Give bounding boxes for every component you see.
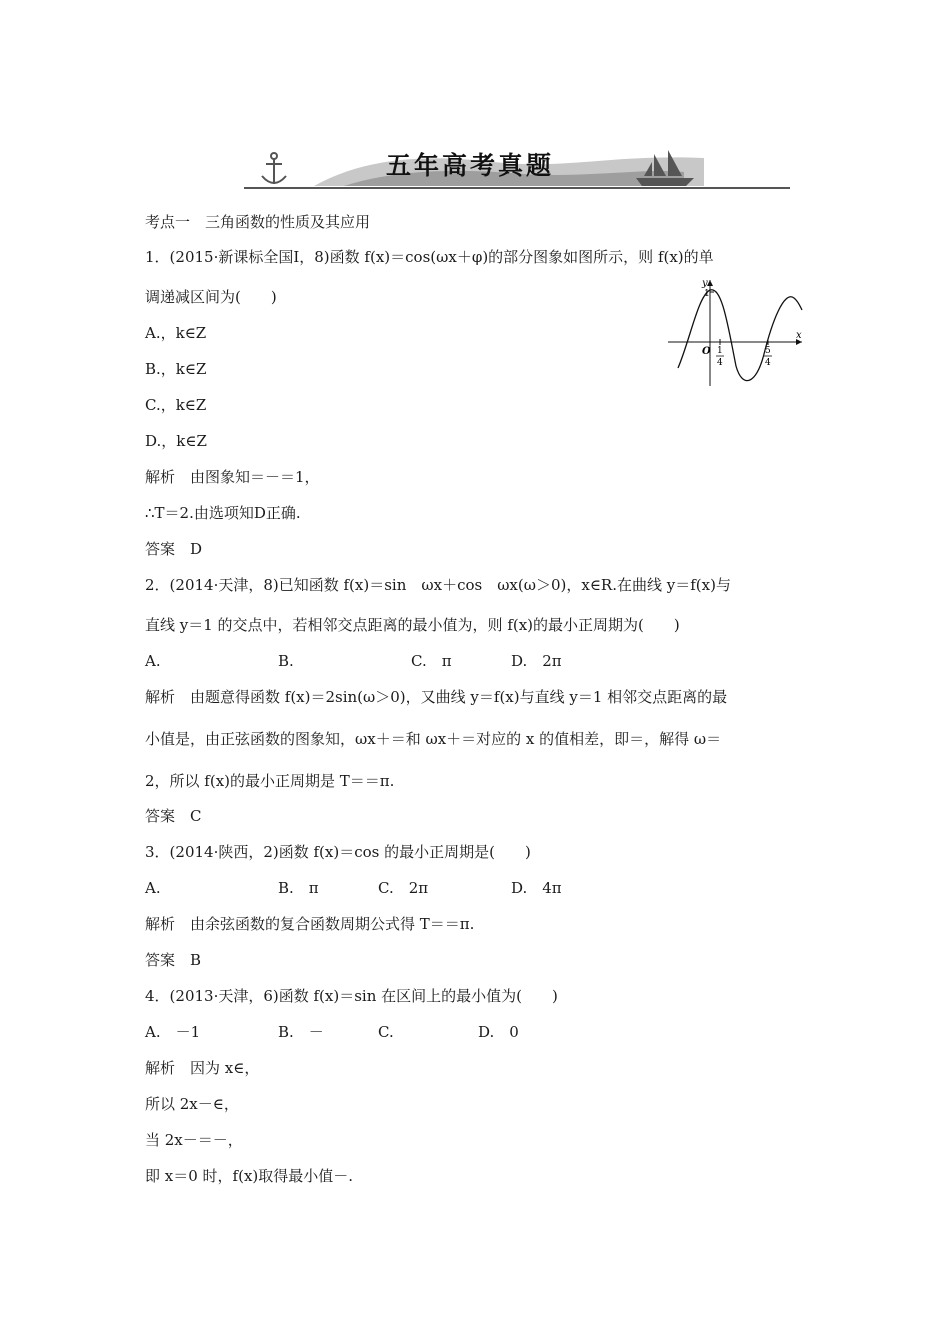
q4-option-a: A. －1 — [145, 1023, 201, 1041]
question-2-stem-cont: 直线 y＝1 的交点中，若相邻交点距离的最小值为，则 f(x)的最小正周期为( ) — [145, 616, 680, 634]
q1-option-c: C.，k∈Z — [145, 396, 207, 414]
y-axis-arrow — [707, 280, 713, 286]
tick2-numerator: 5 — [765, 346, 771, 356]
q3-option-a: A. — [145, 879, 161, 897]
question-2-stem: 2．(2014·天津，8)已知函数 f(x)＝sin ωx＋cos ωx(ω＞0)，x∈R.在曲线 y＝f(x)与 — [145, 576, 731, 594]
tick1-numerator: 1 — [717, 346, 723, 356]
q4-analysis-cont2: 当 2x－＝－， — [145, 1131, 243, 1149]
cosine-graph-figure — [666, 276, 806, 388]
tick2-denominator: 4 — [765, 358, 771, 368]
question-1-stem-cont: 调递减区间为( ) — [145, 288, 277, 306]
q1-option-d: D.，k∈Z — [145, 432, 207, 450]
q2-analysis: 解析 由题意得函数 f(x)＝2sin(ω＞0)，又曲线 y＝f(x)与直线 y＝1 相邻交点距离的最 — [145, 688, 728, 706]
anchor-icon — [262, 153, 286, 184]
y-one-label: 1 — [704, 289, 710, 299]
section-heading: 考点一 三角函数的性质及其应用 — [145, 213, 371, 231]
q3-option-c: C. 2π — [378, 879, 429, 897]
q4-option-c: C. — [378, 1023, 394, 1041]
q4-analysis: 解析 因为 x∈， — [145, 1059, 260, 1077]
q3-answer: 答案 B — [145, 951, 202, 969]
y-axis-label: y — [702, 278, 708, 289]
origin-label: O — [702, 346, 711, 357]
q1-option-a: A.，k∈Z — [145, 324, 207, 342]
question-1-stem: 1．(2015·新课标全国Ⅰ，8)函数 f(x)＝cos(ωx＋φ)的部分图象如图所示，则 f(x)的单 — [145, 248, 714, 266]
q3-option-b: B. π — [278, 879, 319, 897]
q4-analysis-end: 即 x＝0 时，f(x)取得最小值－. — [145, 1167, 354, 1185]
q3-option-d: D. 4π — [511, 879, 562, 897]
q3-analysis: 解析 由余弦函数的复合函数周期公式得 T＝＝π. — [145, 915, 475, 933]
q4-option-d: D. 0 — [478, 1023, 519, 1041]
x-axis-label: x — [796, 330, 802, 341]
q2-option-a: A. — [145, 652, 161, 670]
tick1-denominator: 4 — [717, 358, 723, 368]
q1-answer: 答案 D — [145, 540, 203, 558]
q1-option-b: B.，k∈Z — [145, 360, 207, 378]
q2-answer: 答案 C — [145, 807, 202, 825]
q1-analysis: 解析 由图象知＝－＝1， — [145, 468, 320, 486]
page-title: 五年高考真题 — [385, 151, 554, 180]
q4-option-b: B. － — [278, 1023, 324, 1041]
question-4-stem: 4．(2013·天津，6)函数 f(x)＝sin 在区间上的最小值为( ) — [145, 987, 558, 1005]
q2-option-b: B. — [278, 652, 294, 670]
cosine-curve — [678, 290, 802, 381]
q2-option-d: D. 2π — [511, 652, 562, 670]
q1-analysis-cont: ∴T＝2.由选项知D正确. — [145, 504, 301, 522]
q2-analysis-end: 2，所以 f(x)的最小正周期是 T＝＝π. — [145, 772, 395, 790]
q2-option-c: C. π — [411, 652, 452, 670]
q2-analysis-cont: 小值是，由正弦函数的图象知，ωx＋＝和 ωx＋＝对应的 x 的值相差，即＝，解得 ω＝ — [145, 730, 722, 748]
q4-analysis-cont: 所以 2x－∈， — [145, 1095, 239, 1113]
question-3-stem: 3．(2014·陕西，2)函数 f(x)＝cos 的最小正周期是( ) — [145, 843, 531, 861]
